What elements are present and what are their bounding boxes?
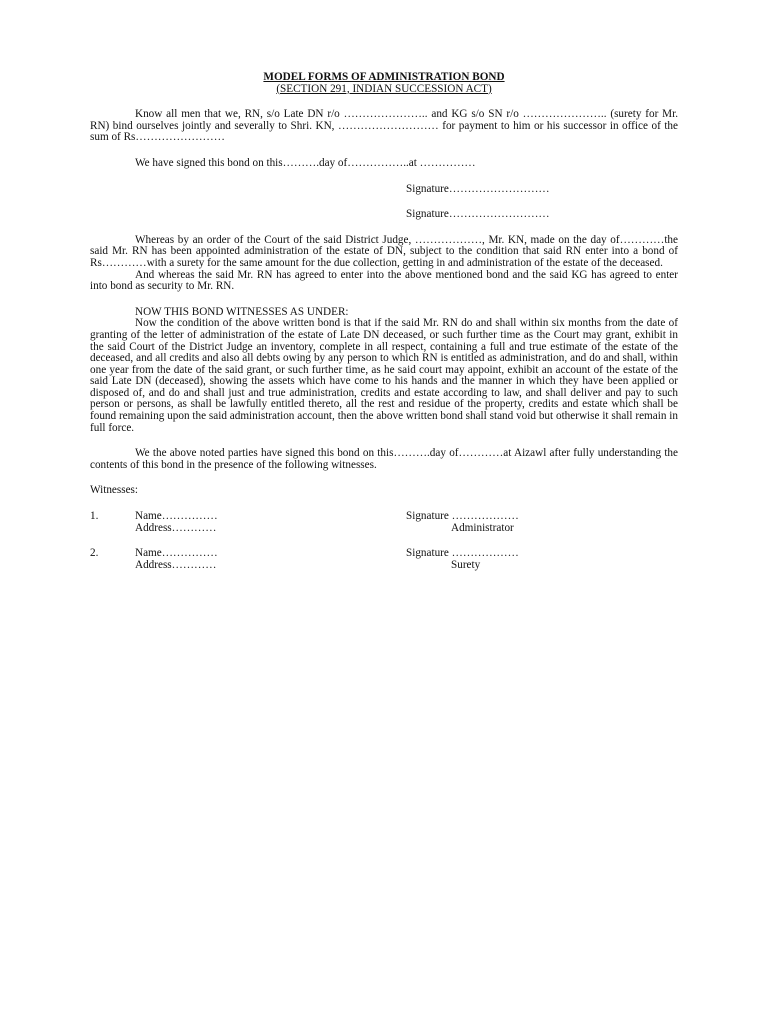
- witness-name-field: Name……………: [135, 547, 218, 560]
- signatory-role: Surety: [451, 558, 481, 571]
- witness-address-field: Address…………: [135, 521, 217, 534]
- witness-address-field: Address…………: [135, 558, 217, 571]
- court-order-paragraph: Whereas by an order of the Court of the said District Judge, ………………, Mr. KN, made on the day of…………the said Mr. RN has been appointed administration of the estate of DN, subject to the condition that said RN enter into a bond of Rs…………with a surety for the same amount for the due collection, getting in and administration of the estate of the deceased.: [90, 233, 678, 269]
- condition-paragraph: Now the condition of the above written bond is that if the said Mr. RN do and shall within six months from the date of granting of the letter of administration of the estate of Late DN deceased, or such further time as the Court may grant, exhibit in the said Court of the District Judge an inventory, complete in all respect, containing a full and true estimate of the estate of the deceased, and all credits and also all debts owing by any person to which RN is entitled as administration, and do and shall, within one year from the date of the said grant, or such further time, as he said court may appoint, exhibit an account of the estate of the said Late DN (deceased), showing the assets which have come to his hands and the manner in which they have been applied or disposed of, and do and shall just and true administration, credits and estate according to law, and shall deliver and pay to such person or persons, as shall be lawfully entitled thereto, all the rest and residue of the property, credits and estate which shall be found remaining upon the said administration account, then the above written bond shall stand void but otherwise it shall remain in full force.: [90, 317, 678, 434]
- signature-line-1: Signature………………………: [406, 182, 550, 195]
- witness-block-1: [90, 511, 678, 534]
- final-signing-paragraph: We the above noted parties have signed this bond on this……….day of…………at Aizawl after fully understanding the contents of this bond in the presence of the following witnesses.: [90, 447, 678, 471]
- bond-opening-paragraph: Know all men that we, RN, s/o Late DN r/o ………………….. and KG s/o SN r/o ………………….. (surety for Mr. RN) bind ourselves jointly and severally to Shri. KN, ……………………… for payment to him or his successor in office of the sum of Rs……………………: [90, 108, 678, 144]
- document-title: MODEL FORMS OF ADMINISTRATION BOND: [263, 71, 505, 83]
- witness-number: 1.: [90, 510, 99, 523]
- signing-date-paragraph: We have signed this bond on this……….day of……………..at ……………: [135, 156, 476, 169]
- witness-number: 2.: [90, 547, 99, 560]
- signature-line-2: Signature………………………: [406, 208, 550, 221]
- signatory-role: Administrator: [451, 521, 514, 534]
- witnesses-heading: NOW THIS BOND WITNESSES AS UNDER:: [135, 305, 349, 318]
- document-subtitle: (SECTION 291, INDIAN SUCCESSION ACT): [276, 82, 492, 95]
- witness-block-2: [90, 548, 678, 571]
- witness-signature-field: Signature ………………: [406, 547, 519, 560]
- witnesses-label: Witnesses:: [90, 484, 139, 497]
- witness-name-field: Name……………: [135, 510, 218, 523]
- agreement-paragraph: And whereas the said Mr. RN has agreed to enter into the above mentioned bond and the said KG has agreed to enter into bond as security to Mr. RN.: [90, 268, 678, 293]
- witness-signature-field: Signature ………………: [406, 510, 519, 523]
